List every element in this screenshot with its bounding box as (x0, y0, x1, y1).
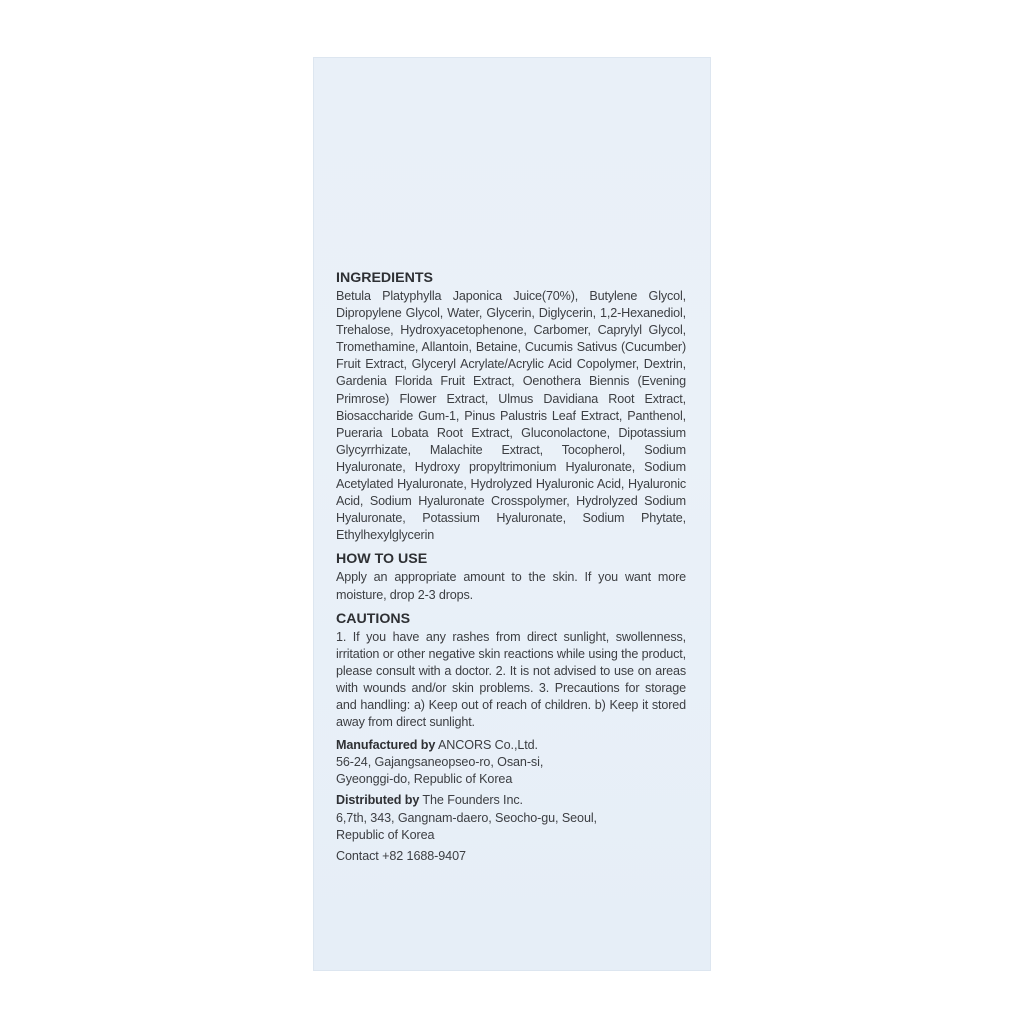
manufacturer-name: ANCORS Co.,Ltd. (435, 738, 538, 753)
how-to-use-text: Apply an appropriate amount to the skin. If you want more moisture, drop 2-3 drops. (336, 570, 686, 602)
how-to-use-heading: HOW TO USE (336, 551, 428, 568)
manufacturer-line (336, 737, 686, 754)
manufacturer-address-1: 56-24, Gajangsaneopseo-ro, Osan-si, (336, 755, 544, 770)
distributor-address-2: Republic of Korea (336, 827, 435, 842)
ingredients-section (336, 269, 686, 544)
manufacturer-address-2: Gyeonggi-do, Republic of Korea (336, 772, 513, 787)
cautions-heading: CAUTIONS (336, 610, 411, 627)
cautions-text: 1. If you have any rashes from direct sunlight, swollenness, irritation or other negative skin reactions while using the product, please consult with a doctor. 2. It is not advised to use on areas with wounds and/or skin problems. 3. Precautions for storage and handling: a) Keep out of reach of children. b) Keep it stored away from direct sunlight. (336, 629, 686, 730)
distributor-section (336, 792, 686, 843)
distributor-label: Distributed by (336, 793, 420, 808)
distributor-name: The Founders Inc. (419, 793, 523, 808)
ingredients-text: Betula Platyphylla Japonica Juice(70%), Butylene Glycol, Dipropylene Glycol, Water, Glycerin, Diglycerin, 1,2-Hexanediol, Trehalose, Hydroxyacetophenone, Carbomer, Caprylyl Glycol, Tromethamine, Allantoin, Betaine, Cucumis Sativus (Cucumber) Fruit Extract, Glyceryl Acrylate/Acrylic Acid Copolymer, Dextrin, Gardenia Florida Fruit Extract, Oenothera Biennis (Evening Primrose) Flower Extract, Ulmus Davidiana Root Extract, Biosaccharide Gum-1, Pinus Palustris Leaf Extract, Panthenol, Pueraria Lobata Root Extract, Gluconolactone, Dipotassium Glycyrrhizate, Malachite Extract, Tocopherol, Sodium Hyaluronate, Hydroxy propyltrimonium Hyaluronate, Sodium Acetylated Hyaluronate, Hydrolyzed Hyaluronic Acid, Hyaluronic Acid, Sodium Hyaluronate Crosspolymer, Hydrolyzed Sodium Hyaluronate, Potassium Hyaluronate, Sodium Phytate, Ethylhexylglycerin (336, 289, 686, 543)
cautions-section (336, 610, 686, 732)
contact-line: Contact +82 1688-9407 (336, 848, 466, 863)
distributor-line (336, 792, 686, 809)
how-to-use-section (336, 550, 686, 603)
manufacturer-label: Manufactured by (336, 738, 436, 753)
manufacturer-section (336, 737, 686, 788)
label-text-block (336, 269, 686, 865)
ingredients-heading: INGREDIENTS (336, 270, 433, 286)
distributor-address-1: 6,7th, 343, Gangnam-daero, Seocho-gu, Seoul, (336, 810, 597, 825)
